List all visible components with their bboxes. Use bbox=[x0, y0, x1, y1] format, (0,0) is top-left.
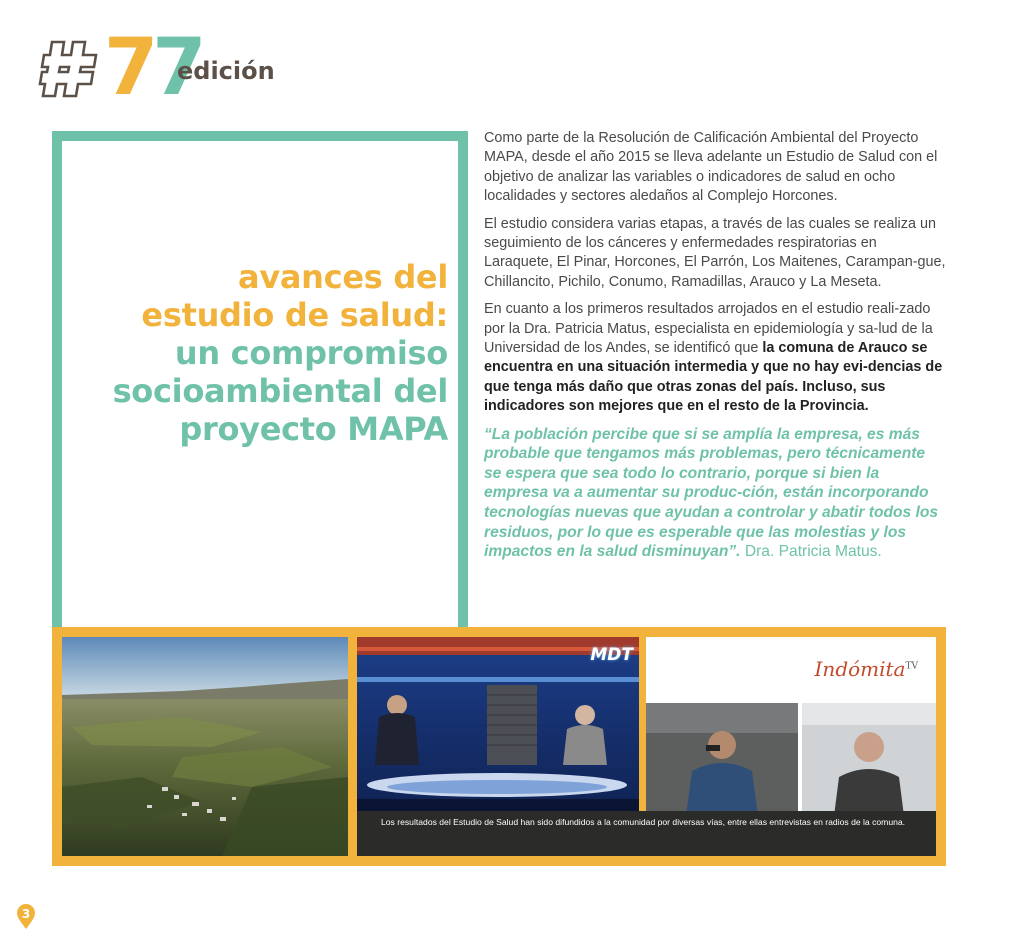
article-title bbox=[113, 258, 448, 448]
paragraph-3 bbox=[484, 300, 946, 416]
photo-caption-bar bbox=[357, 811, 936, 856]
page-number-badge bbox=[16, 904, 36, 930]
edition-label: edición bbox=[177, 57, 275, 85]
title-line-2: estudio de salud: bbox=[141, 296, 448, 334]
aerial-landscape-photo bbox=[62, 637, 348, 856]
title-line-3: un compromiso bbox=[174, 334, 448, 372]
edition-number-first-digit: 7 bbox=[104, 23, 153, 113]
paragraph-3-text: En cuanto a los primeros resultados arrojados en el estudio reali-zado por la Dra. Patricia Matus, especialista en epidemiología y sa-lud de la Universidad de los Andes, se identificó que bbox=[484, 301, 933, 357]
mdt-logo: MDT bbox=[590, 645, 633, 665]
pull-quote bbox=[484, 425, 946, 562]
title-line-5: proyecto MAPA bbox=[179, 410, 448, 448]
paragraph-2: El estudio considera varias etapas, a través de las cuales se realiza un seguimiento de los cánceres y enfermedades respiratorias en Laraquete, El Pinar, Horcones, El Parrón, Los Maitenes, Carampan-gue, Chillancito, Pichilo, Conumo, Ramadillas, Arauco y La Meseta. bbox=[484, 215, 946, 290]
photo-caption: Los resultados del Estudio de Salud han sido difundidos a la comunidad por diversas vías, entre ellas entrevistas en radios de la comuna. bbox=[381, 817, 906, 827]
article-body bbox=[484, 129, 946, 562]
page-number: 3 bbox=[21, 907, 31, 921]
photo-strip bbox=[52, 627, 946, 866]
quote-text: “La población percibe que si se amplía la empresa, es más probable que tengamos más problemas, pero técnicamente se espera que sea todo lo contrario, porque si bien la empresa va a aumentar su produc-ción, están incorporando tecnologías nuevas que ayudan a controlar y abatir todos los residuos, por lo que es esperable que las molestias y los impactos en la salud disminuyan”. bbox=[484, 425, 939, 561]
paragraph-3-emphasis: la comuna de Arauco se encuentra en una situación intermedia y que no hay evi-dencias de que tenga más daño que otras zonas del país. Incluso, sus indicadores son mejores que en el resto de la Provincia. bbox=[484, 340, 943, 415]
edition-header bbox=[38, 23, 298, 113]
indomita-logo-text: Indómita bbox=[814, 657, 906, 681]
paragraph-1: Como parte de la Resolución de Calificación Ambiental del Proyecto MAPA, desde el año 2015 se lleva adelante un Estudio de Salud con el objetivo de analizar las variables o indicadores de salud en ocho localidades y sectores aledaños al Complejo Horcones. bbox=[484, 130, 938, 205]
edition-number-second-digit: 7 bbox=[152, 23, 201, 113]
indomita-logo-tv: TV bbox=[905, 661, 918, 672]
title-line-1: avances del bbox=[238, 258, 448, 296]
quote-author: Dra. Patricia Matus. bbox=[740, 543, 882, 561]
indomita-logo bbox=[815, 657, 918, 681]
title-line-4: socioambiental del bbox=[112, 372, 448, 410]
hash-icon bbox=[38, 38, 100, 100]
